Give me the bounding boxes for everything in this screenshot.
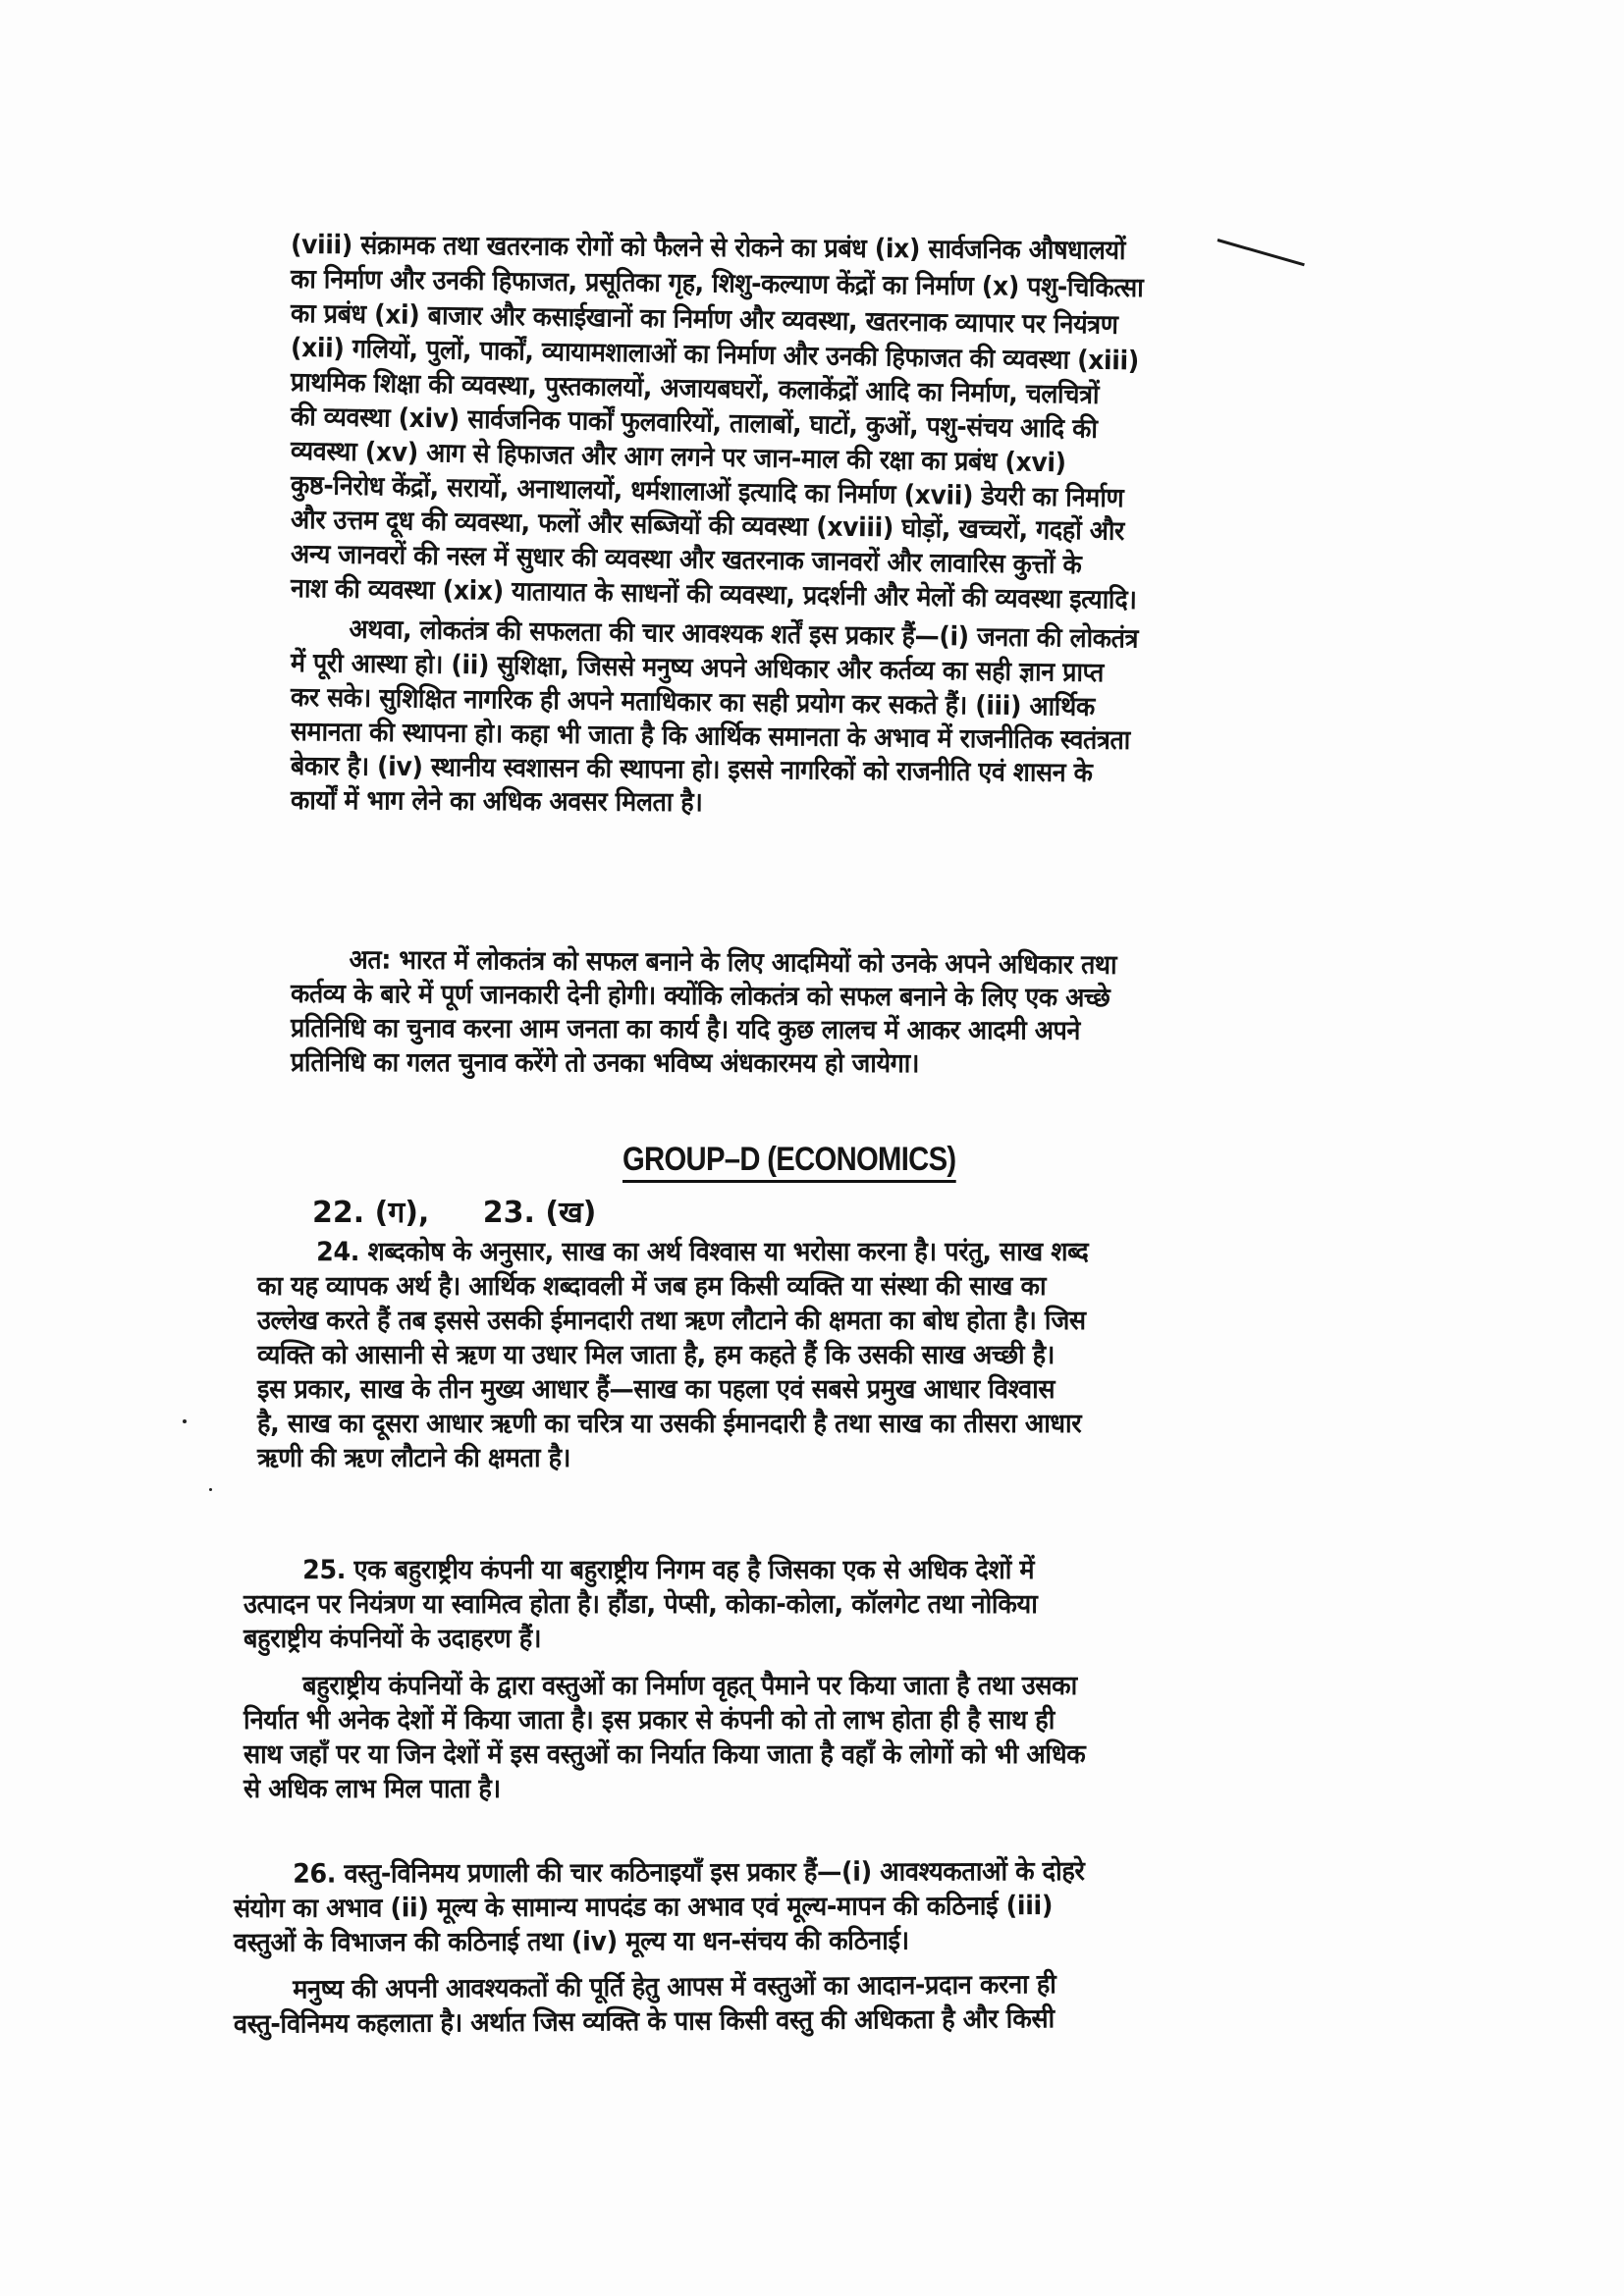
- text-line: (xii) गलियों, पुलों, पार्कों, व्यायामशालाओं का निर्माण और उनकी हिफाजत की व्यवस्था (xiii): [290, 333, 1140, 377]
- text-line: और उत्तम दूध की व्यवस्था, फलों और सब्जियों की व्यवस्था (xviii) घोड़ों, खच्चरों, गदहों और: [290, 505, 1125, 547]
- text-line: है, साख का दूसरा आधार ऋणी का चरित्र या उसकी ईमानदारी है तथा साख का तीसरा आधार: [257, 1409, 1082, 1439]
- answer-option: (ख): [545, 1196, 597, 1230]
- question-number: 22.: [312, 1196, 365, 1230]
- text-line: वस्तु-विनिमय कहलाता है। अर्थात जिस व्यक्ति के पास किसी वस्तु की अधिकता है और किसी: [233, 2003, 1055, 2040]
- text-line: कर सके। सुशिक्षित नागरिक ही अपने मताधिकार का सही प्रयोग कर सकते हैं। (iii) आर्थिक: [290, 682, 1096, 723]
- question-number: 24.: [316, 1237, 360, 1267]
- text-line: नाश की व्यवस्था (xix) यातायात के साधनों की व्यवस्था, प्रदर्शनी और मेलों की व्यवस्था इत्यादि।: [290, 573, 1137, 616]
- text-line: [257, 1235, 1319, 1269]
- answer-25: [244, 1553, 1382, 1656]
- answer-26: [234, 1857, 1382, 1960]
- text-line: में पूरी आस्था हो। (ii) सुशिक्षा, जिससे मनुष्य अपने अधिकार और कर्तव्य का सही ज्ञान प्राप्त: [290, 648, 1105, 689]
- athva-paragraph: [291, 612, 1380, 818]
- question-number: 25.: [302, 1555, 347, 1585]
- civics-list-paragraph: [290, 228, 1380, 616]
- text-line: की व्यवस्था (xiv) सार्वजनिक पार्कों फुलवारियों, तालाबों, घाटों, कुओं, पशु-संचय आदि की: [290, 401, 1098, 445]
- text-line: [234, 1853, 1314, 1892]
- text-line: बेकार है। (iv) स्थानीय स्वशासन की स्थापना हो। इससे नागरिकों को राजनीति एवं शासन के: [290, 751, 1093, 789]
- text-line: कुष्ठ-निरोध केंद्रों, सरायों, अनाथालयों, धर्मशालाओं इत्यादि का निर्माण (xvii) डेयरी का निर्माण: [290, 470, 1124, 514]
- text-line: संयोग का अभाव (ii) मूल्य के सामान्य मापदंड का अभाव एवं मूल्य-मापन की कठिनाई (iii): [233, 1891, 1054, 1924]
- text-span: वस्तु-विनिमय प्रणाली की चार कठिनाइयाँ इस प्रकार हैं—(i) आवश्यकताओं के दोहरे: [344, 1855, 1085, 1890]
- answer-option: (ग),: [374, 1196, 430, 1230]
- text-line: समानता की स्थापना हो। कहा भी जाता है कि आर्थिक समानता के अभाव में राजनीतिक स्वतंत्रता: [290, 717, 1131, 756]
- text-line: से अधिक लाभ मिल पाता है।: [244, 1774, 501, 1804]
- text-line: उल्लेख करते हैं तब इससे उसकी ईमानदारी तथा ऋण लौटाने की क्षमता का बोध होता है। जिस: [257, 1306, 1086, 1336]
- answer-26-paragraph-2: [233, 1969, 1382, 2042]
- text-line: बहुराष्ट्रीय कंपनियों के उदाहरण हैं।: [244, 1624, 542, 1654]
- answer-24: [257, 1235, 1386, 1475]
- section-heading-economics: GROUP–D (ECONOMICS): [623, 1141, 955, 1183]
- text-line: का निर्माण और उनकी हिफाजत, प्रसूतिका गृह, शिशु-कल्याण केंद्रों का निर्माण (x) पशु-चिकित्सा: [290, 264, 1144, 304]
- question-number: 23.: [482, 1196, 535, 1230]
- text-line: कर्तव्य के बारे में पूर्ण जानकारी देनी होगी। क्योंकि लोकतंत्र को सफल बनाने के लिए एक अच्छे: [290, 979, 1110, 1014]
- answer-25-paragraph-2: [244, 1669, 1382, 1806]
- text-line: (viii) संक्रामक तथा खतरनाक रोगों को फैलने से रोकने का प्रबंध (ix) सार्वजनिक औषधालयों: [290, 230, 1126, 266]
- text-line: निर्यात भी अनेक देशों में किया जाता है। इस प्रकार से कंपनी को तो लाभ होता ही है साथ ही: [244, 1705, 1055, 1735]
- text-line: साथ जहाँ पर या जिन देशों में इस वस्तुओं का निर्यात किया जाता है वहाँ के लोगों को भी अधिक: [244, 1739, 1086, 1770]
- mcq-answers: [312, 1191, 639, 1231]
- text-line: उत्पादन पर नियंत्रण या स्वामित्व होता है। हौंडा, पेप्सी, कोका-कोला, कॉलगेट तथा नोकिया: [244, 1589, 1038, 1620]
- text-line: प्रतिनिधि का चुनाव करना आम जनता का कार्य है। यदि कुछ लालच में आकर आदमी अपने: [290, 1013, 1081, 1046]
- margin-speck: [209, 1488, 212, 1491]
- conclusion-paragraph: [291, 942, 1380, 1080]
- text-line: अन्य जानवरों की नस्ल में सुधार की व्यवस्था और खतरनाक जानवरों और लावारिस कुत्तों के: [290, 539, 1082, 581]
- text-line: प्रतिनिधि का गलत चुनाव करेंगे तो उनका भविष्य अंधकारमय हो जायेगा।: [290, 1047, 920, 1080]
- mcq-answer-23: [483, 1196, 597, 1230]
- text-line: मनुष्य की अपनी आवश्यकतों की पूर्ति हेतु आपस में वस्तुओं का आदान-प्रदान करना ही: [293, 1969, 1056, 2005]
- text-line: प्राथमिक शिक्षा की व्यवस्था, पुस्तकालयों, अजायबघरों, कलाकेंद्रों आदि का निर्माण, चलचित्रों: [290, 367, 1100, 410]
- text-line: इस प्रकार, साख के तीन मुख्य आधार हैं—साख का पहला एवं सबसे प्रमुख आधार विश्वास: [257, 1374, 1056, 1405]
- margin-speck: [183, 1419, 187, 1423]
- text-line: ऋणी की ऋण लौटाने की क्षमता है।: [257, 1443, 570, 1473]
- text-line: अथवा, लोकतंत्र की सफलता की चार आवश्यक शर्तें इस प्रकार हैं—(i) जनता की लोकतंत्र: [349, 614, 1139, 655]
- question-number: 26.: [293, 1858, 337, 1890]
- text-line: व्यवस्था (xv) आग से हिफाजत और आग लगने पर जान-माल की रक्षा का प्रबंध (xvi): [290, 436, 1066, 479]
- text-line: का यह व्यापक अर्थ है। आर्थिक शब्दावली में जब हम किसी व्यक्ति या संस्था की साख का: [257, 1271, 1047, 1302]
- text-line: कार्यों में भाग लेने का अधिक अवसर मिलता है।: [290, 785, 703, 819]
- text-line: बहुराष्ट्रीय कंपनियों के द्वारा वस्तुओं का निर्माण वृहत् पैमाने पर किया जाता है तथा उसका: [302, 1671, 1077, 1701]
- mcq-answer-22: [312, 1196, 429, 1230]
- text-line: का प्रबंध (xi) बाजार और कसाईखानों का निर्माण और व्यवस्था, खतरनाक व्यापार पर नियंत्रण: [290, 298, 1118, 341]
- text-span: शब्दकोष के अनुसार, साख का अर्थ विश्वास या भरोसा करना है। परंतु, साख शब्द: [367, 1237, 1089, 1267]
- text-line: वस्तुओं के विभाजन की कठिनाई तथा (iv) मूल्य या धन-संचय की कठिनाई।: [233, 1925, 909, 1958]
- text-line: [244, 1553, 1314, 1587]
- text-span: एक बहुराष्ट्रीय कंपनी या बहुराष्ट्रीय निगम वह है जिसका एक से अधिक देशों में: [353, 1555, 1035, 1585]
- text-line: अत: भारत में लोकतंत्र को सफल बनाने के लिए आदमियों को उनके अपने अधिकार तथा: [349, 944, 1117, 981]
- text-line: व्यक्ति को आसानी से ऋण या उधार मिल जाता है, हम कहते हैं कि उसकी साख अच्छी है।: [257, 1340, 1055, 1370]
